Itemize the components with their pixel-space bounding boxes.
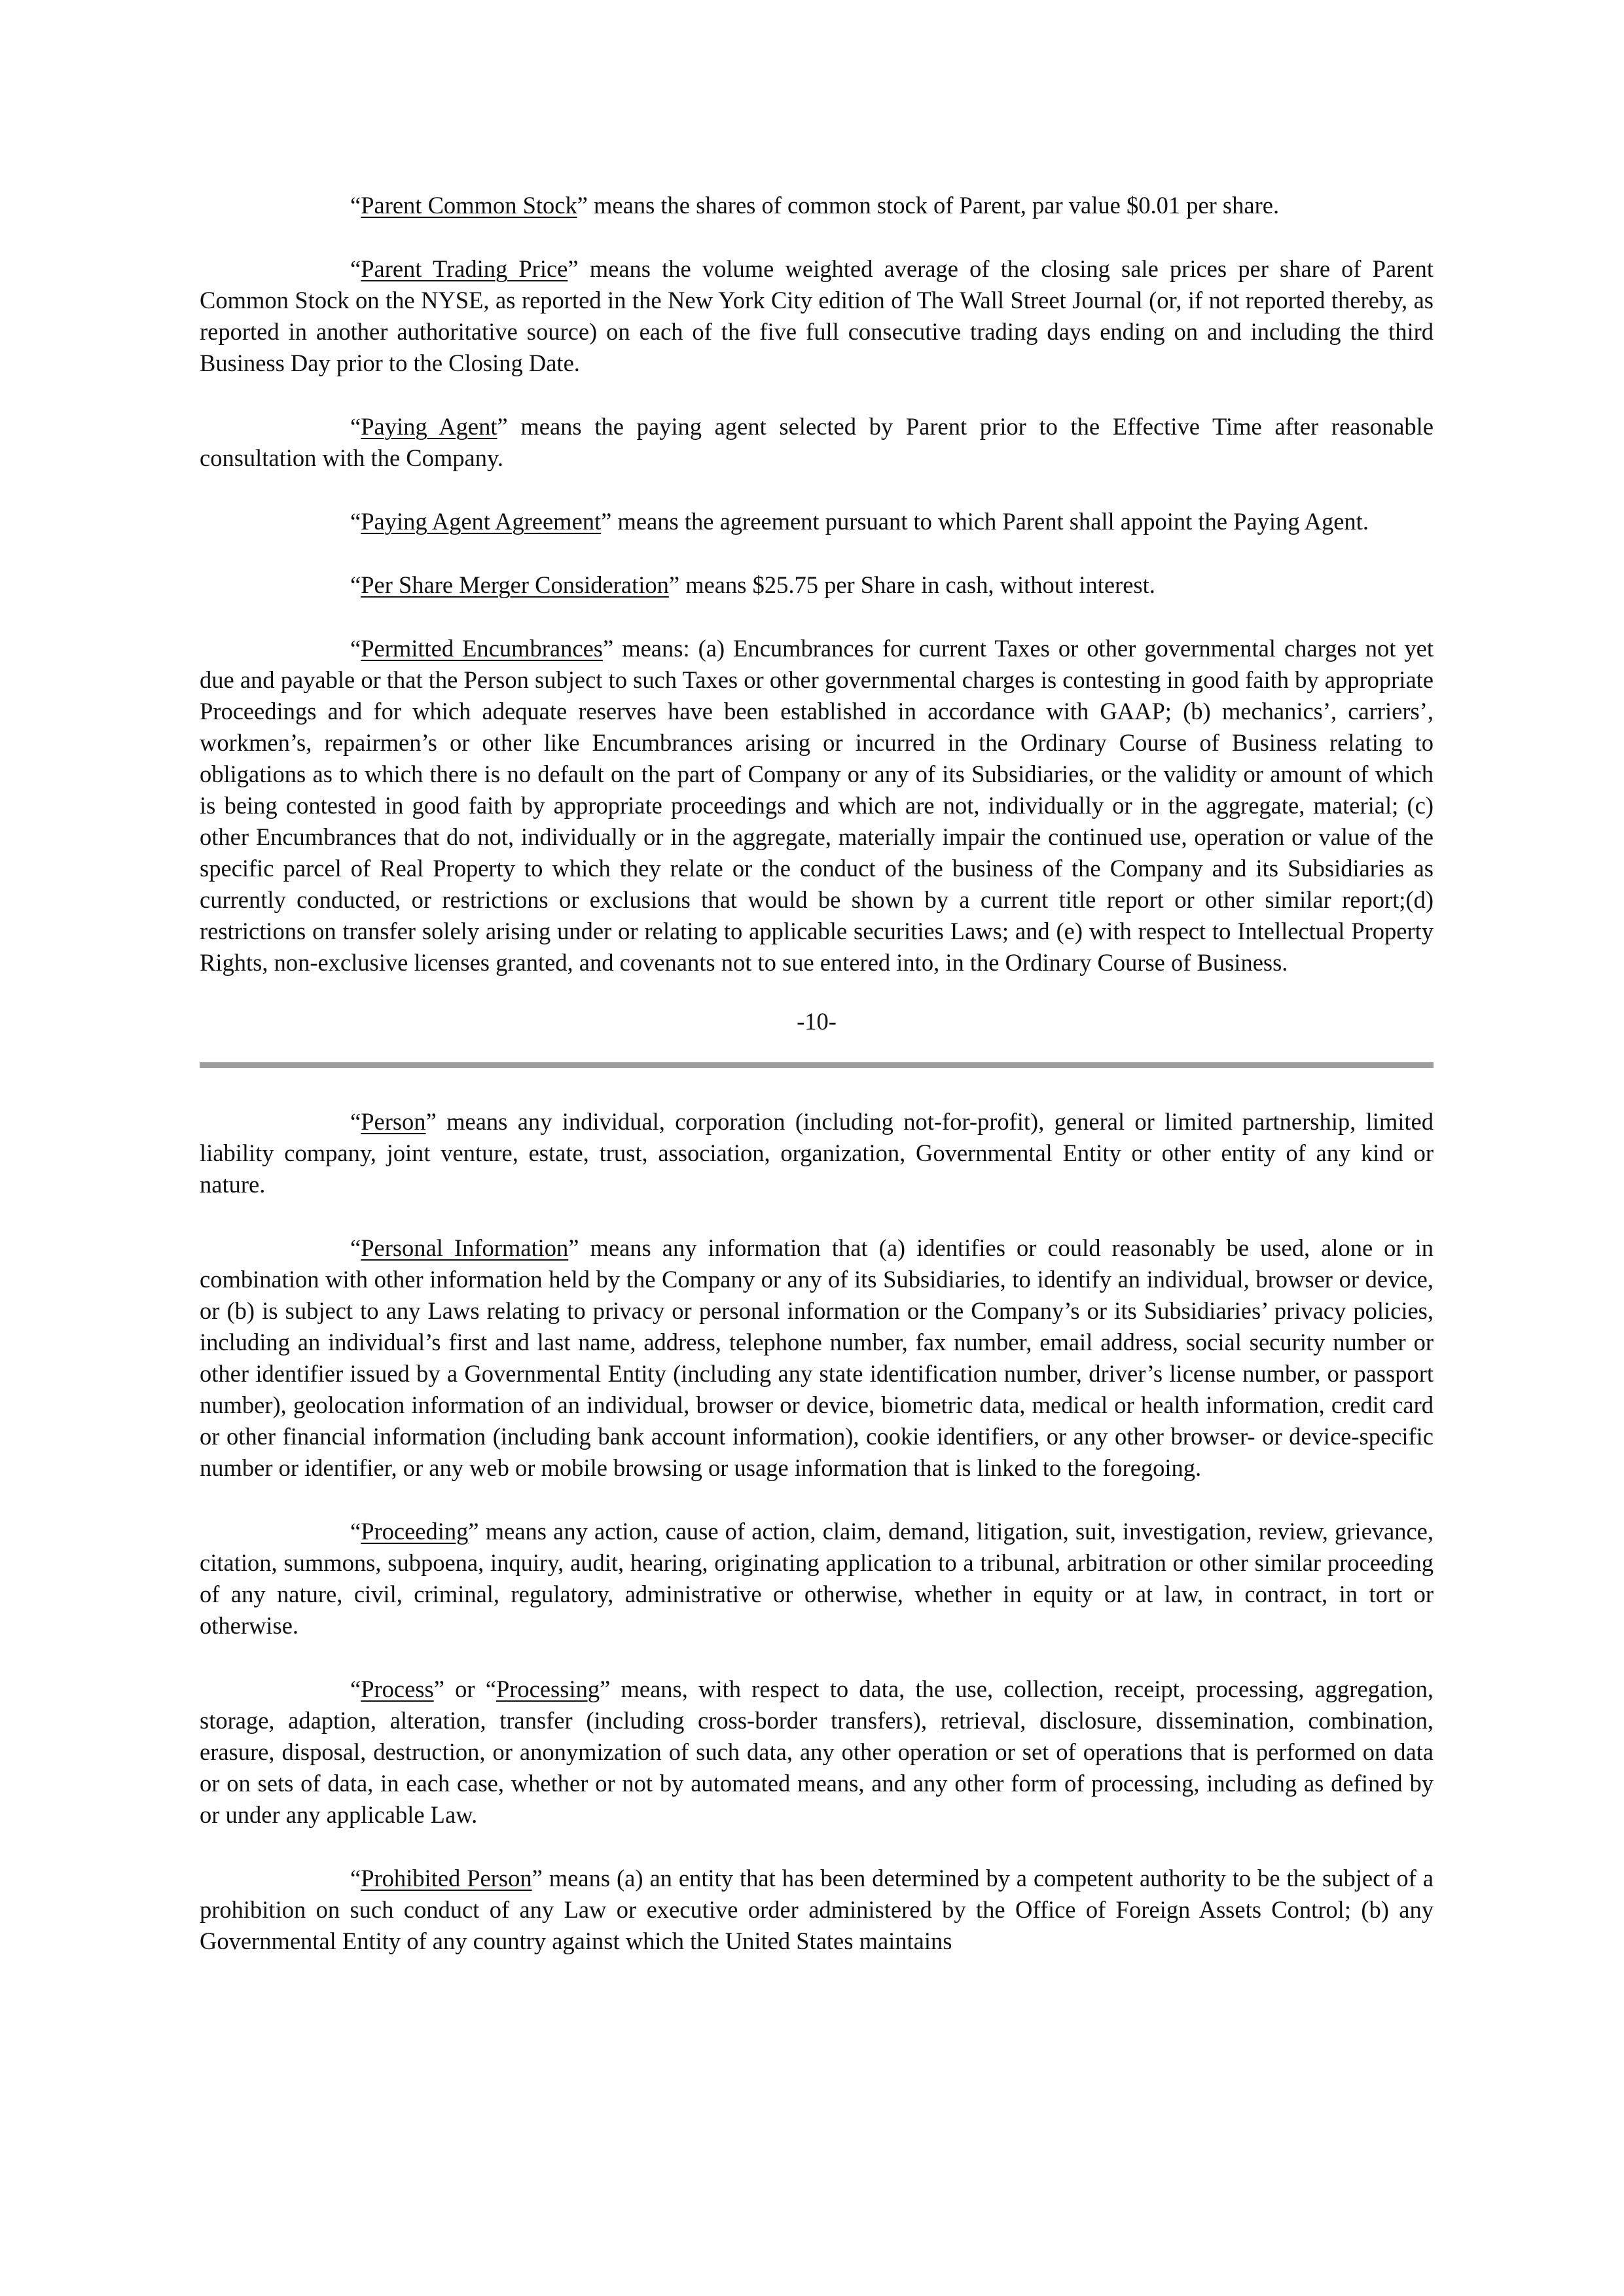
definition-text: ” means any individual, corporation (including not-for-profit), general or limited partnership, limited liability company, joint venture, estate, trust, association, organization, Governmental Entity or other entity of any kind or nature. — [200, 1108, 1434, 1198]
defined-term: Proceeding — [361, 1518, 469, 1545]
definition-process: “Process” or “Processing” means, with respect to data, the use, collection, receipt, processing, aggregation, storage, adaption, alteration, transfer (including cross-border transfers), retrieval, disclosure, dissemination, combination, erasure, disposal, destruction, or anonymization of such data, any other operation or set of operations that is performed on data or on sets of data, in each case, whether or not by automated means, and any other form of processing, including as defined by or under any applicable Law. — [200, 1676, 1434, 1828]
definition-parent-common-stock: “Parent Common Stock” means the shares of common stock of Parent, par value $0.01 per share. — [350, 192, 1280, 219]
defined-term: Process — [361, 1676, 434, 1702]
page-break-divider — [200, 1062, 1434, 1068]
defined-term: Prohibited Person — [361, 1865, 532, 1892]
definition-text: ” means any information that (a) identifies or could reasonably be used, alone or in combination with other information held by the Company or any of its Subsidiaries, to identify an individual, browser or device, or (b) is subject to any Laws relating to privacy or personal information or the Company’s or its Subsidiaries’ privacy policies, including an individual’s first and last name, address, telephone number, fax number, email address, social security number or other identifier issued by a Governmental Entity (including any state identification number, driver’s license number, or passport number), geolocation information of an individual, browser or device, biometric data, medical or health information, credit card or other financial information (including bank account information), cookie identifiers, or any other browser- or device-specific number or identifier, or any web or mobile browsing or usage information that is linked to the foregoing. — [200, 1234, 1434, 1481]
definition-text: ” means $25.75 per Share in cash, without interest. — [668, 571, 1155, 598]
defined-term: Person — [361, 1108, 426, 1135]
definition-text: ” means any action, cause of action, claim, demand, litigation, suit, investigation, review, grievance, citation, summons, subpoena, inquiry, audit, hearing, originating application to a tribunal, arbitration or other similar proceeding of any nature, civil, criminal, regulatory, administrative or otherwise, whether in equity or at law, in contract, in tort or otherwise. — [200, 1518, 1434, 1639]
defined-term-alt: Processing — [496, 1676, 600, 1702]
term-connector: ” or “ — [433, 1676, 496, 1702]
page-number: -10- — [797, 1008, 837, 1035]
definition-personal-information: “Personal Information” means any information that (a) identifies or could reasonably be used, alone or in combination with other information held by the Company or any of its Subsidiaries, to identify an individual, browser or device, or (b) is subject to any Laws relating to privacy or personal information or the Company’s or its Subsidiaries’ privacy policies, including an individual’s first and last name, address, telephone number, fax number, email address, social security number or other identifier issued by a Governmental Entity (including any state identification number, driver’s license number, or passport number), geolocation information of an individual, browser or device, biometric data, medical or health information, credit card or other financial information (including bank account information), cookie identifiers, or any other browser- or device-specific number or identifier, or any web or mobile browsing or usage information that is linked to the foregoing. — [200, 1234, 1434, 1481]
defined-term: Paying Agent Agreement — [361, 508, 602, 535]
definition-text: ” means: (a) Encumbrances for current Taxes or other governmental charges not yet due and payable or that the Person subject to such Taxes or other governmental charges is contesting in good faith by appropriate Proceedings and for which adequate reserves have been established in accordance with GAAP; (b) mechanics’, carriers’, workmen’s, repairmen’s or other like Encumbrances arising or incurred in the Ordinary Course of Business relating to obligations as to which there is no default on the part of Company or any of its Subsidiaries, or the validity or amount of which is being contested in good faith by appropriate proceedings and which are not, individually or in the aggregate, material; (c) other Encumbrances that do not, individually or in the aggregate, materially impair the continued use, operation or value of the specific parcel of Real Property to which they relate or the conduct of the business of the Company and its Subsidiaries as currently conducted, or restrictions or exclusions that would be shown by a current title report or other similar report;(d) restrictions on transfer solely arising under or relating to applicable securities Laws; and (e) with respect to Intellectual Property Rights, non-exclusive licenses granted, and covenants not to sue entered into, in the Ordinary Course of Business. — [200, 635, 1434, 976]
defined-term: Per Share Merger Consideration — [361, 571, 669, 598]
definition-parent-trading-price: “Parent Trading Price” means the volume weighted average of the closing sale prices per share of Parent Common Stock on the NYSE, as reported in the New York City edition of The Wall Street Journal (or, if not reported thereby, as reported in another authoritative source) on each of the five full consecutive trading days ending on and including the third Business Day prior to the Closing Date. — [200, 255, 1434, 376]
document-page — [200, 190, 1434, 1957]
definition-text: ” means the agreement pursuant to which Parent shall appoint the Paying Agent. — [601, 508, 1369, 535]
defined-term: Parent Trading Price — [361, 255, 568, 282]
definition-permitted-encumbrances: “Permitted Encumbrances” means: (a) Encumbrances for current Taxes or other governmental charges not yet due and payable or that the Person subject to such Taxes or other governmental charges is contesting in good faith by appropriate Proceedings and for which adequate reserves have been established in accordance with GAAP; (b) mechanics’, carriers’, workmen’s, repairmen’s or other like Encumbrances arising or incurred in the Ordinary Course of Business relating to obligations as to which there is no default on the part of Company or any of its Subsidiaries, or the validity or amount of which is being contested in good faith by appropriate proceedings and which are not, individually or in the aggregate, material; (c) other Encumbrances that do not, individually or in the aggregate, materially impair the continued use, operation or value of the specific parcel of Real Property to which they relate or the conduct of the business of the Company and its Subsidiaries as currently conducted, or restrictions or exclusions that would be shown by a current title report or other similar report;(d) restrictions on transfer solely arising under or relating to applicable securities Laws; and (e) with respect to Intellectual Property Rights, non-exclusive licenses granted, and covenants not to sue entered into, in the Ordinary Course of Business. — [200, 635, 1434, 976]
definition-proceeding: “Proceeding” means any action, cause of action, claim, demand, litigation, suit, investigation, review, grievance, citation, summons, subpoena, inquiry, audit, hearing, originating application to a tribunal, arbitration or other similar proceeding of any nature, civil, criminal, regulatory, administrative or otherwise, whether in equity or at law, in contract, in tort or otherwise. — [200, 1518, 1434, 1639]
definition-text: ” means the shares of common stock of Parent, par value $0.01 per share. — [577, 192, 1280, 219]
defined-term: Paying Agent — [361, 413, 497, 440]
definition-text: ” means the paying agent selected by Parent prior to the Effective Time after reasonable consultation with the Company. — [200, 413, 1434, 471]
definition-text: ” means, with respect to data, the use, collection, receipt, processing, aggregation, storage, adaption, alteration, transfer (including cross-border transfers), retrieval, disclosure, dissemination, combination, erasure, disposal, destruction, or anonymization of such data, any other operation or set of operations that is performed on data or on sets of data, in each case, whether or not by automated means, and any other form of processing, including as defined by or under any applicable Law. — [200, 1676, 1434, 1828]
definition-per-share-merger-consideration: “Per Share Merger Consideration” means $25.75 per Share in cash, without interest. — [350, 571, 1155, 598]
definition-paying-agent-agreement: “Paying Agent Agreement” means the agreement pursuant to which Parent shall appoint the Paying Agent. — [350, 508, 1369, 535]
definition-text: ” means (a) an entity that has been determined by a competent authority to be the subject of a prohibition on such conduct of any Law or executive order administered by the Office of Foreign Assets Control; (b) any Governmental Entity of any country against which the United States maintains — [200, 1865, 1434, 1954]
definition-prohibited-person: “Prohibited Person” means (a) an entity that has been determined by a competent authority to be the subject of a prohibition on such conduct of any Law or executive order administered by the Office of Foreign Assets Control; (b) any Governmental Entity of any country against which the United States maintains — [200, 1865, 1434, 1954]
definition-text: ” means the volume weighted average of the closing sale prices per share of Parent Common Stock on the NYSE, as reported in the New York City edition of The Wall Street Journal (or, if not reported thereby, as reported in another authoritative source) on each of the five full consecutive trading days ending on and including the third Business Day prior to the Closing Date. — [200, 255, 1434, 376]
definition-person: “Person” means any individual, corporation (including not-for-profit), general or limited partnership, limited liability company, joint venture, estate, trust, association, organization, Governmental Entity or other entity of any kind or nature. — [200, 1108, 1434, 1198]
definition-paying-agent: “Paying Agent” means the paying agent selected by Parent prior to the Effective Time after reasonable consultation with the Company. — [200, 413, 1434, 471]
defined-term: Permitted Encumbrances — [361, 635, 603, 662]
defined-term: Personal Information — [361, 1234, 569, 1261]
defined-term: Parent Common Stock — [361, 192, 577, 219]
